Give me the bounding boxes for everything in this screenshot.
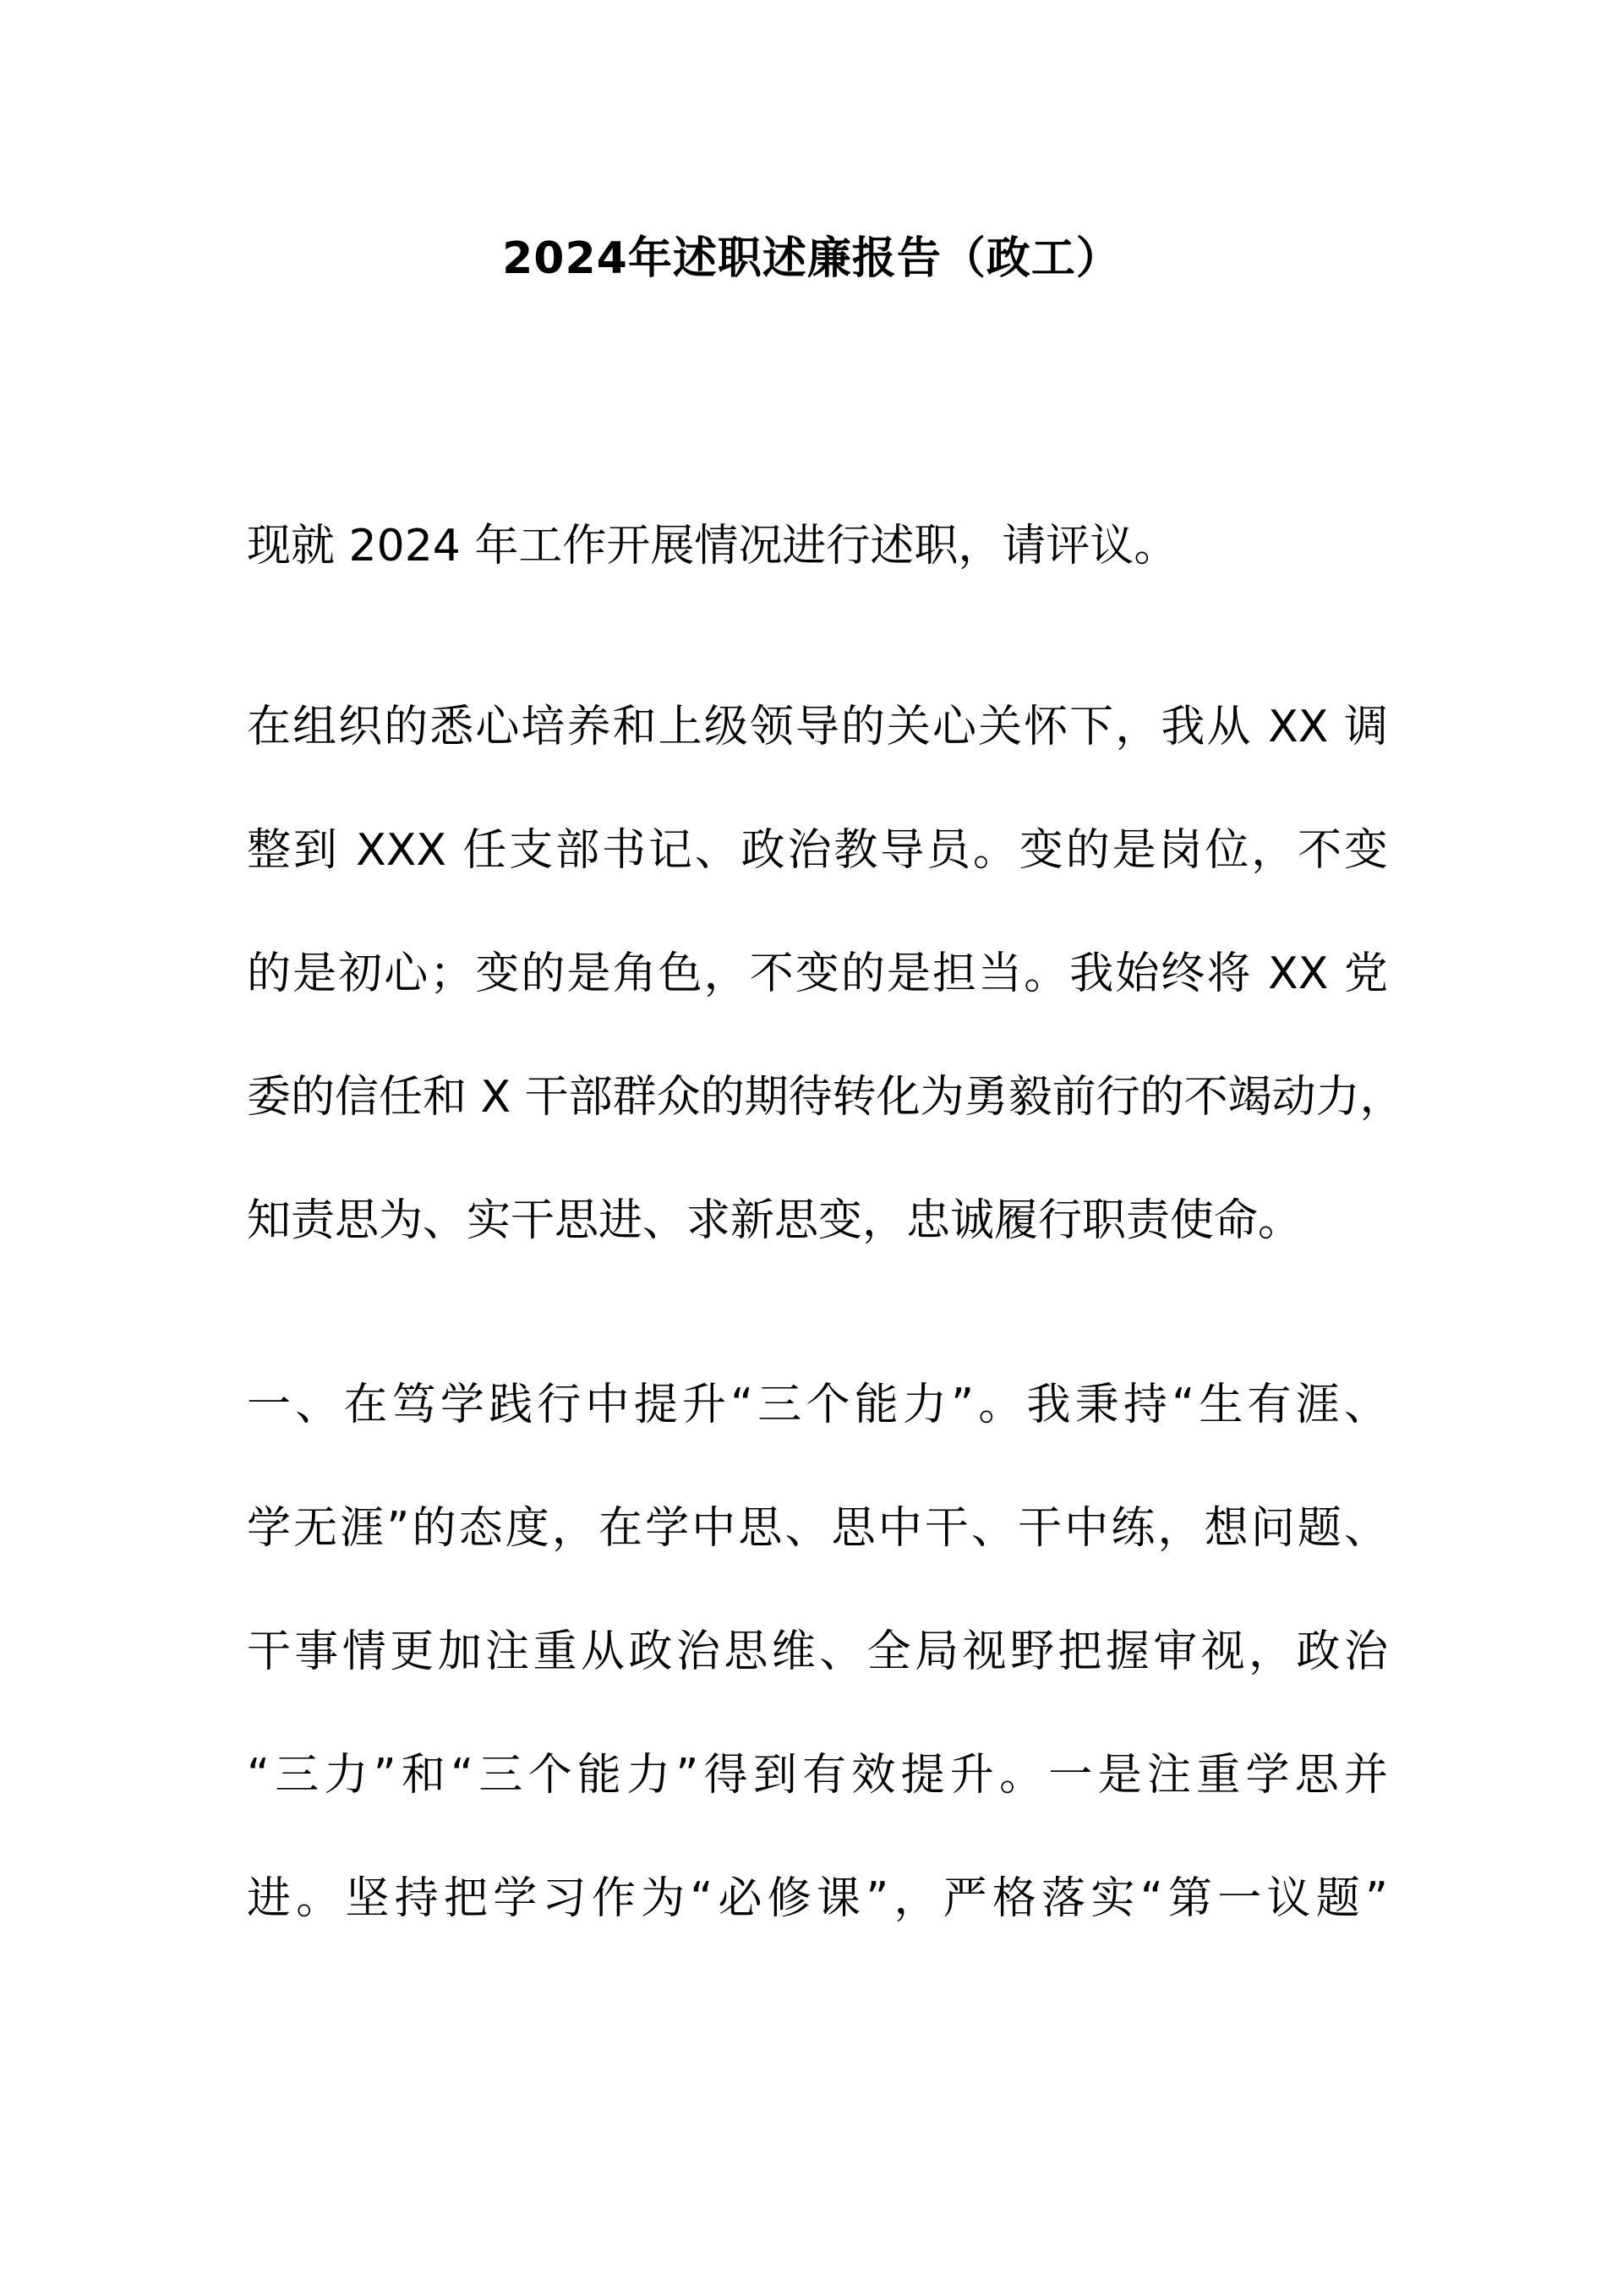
- paragraph-2-line-3: 的是初心；变的是角色，不变的是担当。我始终将 XX 党: [247, 948, 1388, 999]
- paragraph-3-line-5: 进。坚持把学习作为“必修课”，严格落实“第一议题”: [247, 1873, 1388, 1924]
- paragraph-3-line-1: 一、在笃学践行中提升“三个能力”。我秉持“生有涯、: [247, 1380, 1388, 1430]
- paragraph-2-line-1: 在组织的悉心培养和上级领导的关心关怀下，我从 XX 调: [247, 702, 1388, 752]
- paragraph-1-line-1: 现就 2024 年工作开展情况进行述职，请评议。: [247, 521, 1178, 571]
- paragraph-2-line-5: 知责思为、实干思进、求新思变，忠诚履行职责使命。: [247, 1195, 1303, 1246]
- paragraph-3-line-4: “三力”和“三个能力”得到有效提升。一是注重学思并: [247, 1750, 1388, 1801]
- paragraph-3-line-2: 学无涯”的态度，在学中思、思中干、干中练，想问题、: [247, 1503, 1388, 1554]
- paragraph-2-line-4: 委的信任和 X 干部群众的期待转化为勇毅前行的不竭动力，: [247, 1072, 1404, 1123]
- paragraph-2-line-2: 整到 XXX 任支部书记、政治教导员。变的是岗位，不变: [247, 825, 1388, 876]
- page-title: 2024年述职述廉报告（政工）: [502, 233, 1121, 284]
- paragraph-3-line-3: 干事情更加注重从政治思维、全局视野把握审视，政治: [247, 1626, 1388, 1677]
